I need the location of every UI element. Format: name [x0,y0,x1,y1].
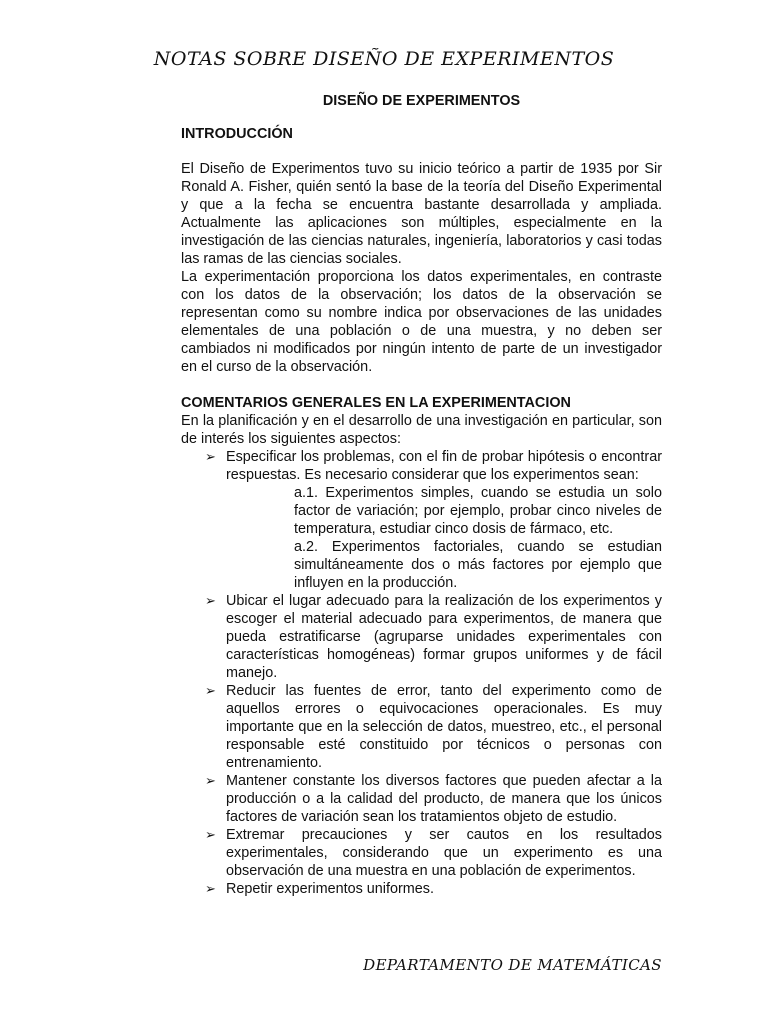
list-item-text: Especificar los problemas, con el fin de probar hipótesis o encontrar respuestas. Es necesario considerar que los experimentos sean: [226,449,662,483]
arrow-bullet-icon: ➢ [205,593,216,608]
list-item [205,682,662,772]
arrow-bullet-icon: ➢ [205,683,216,698]
list-item-text: Mantener constante los diversos factores que pueden afectar a la producción o a la calidad del producto, de manera que los únicos factores de variación sean los tratamientos objeto de estudio. [226,773,662,825]
list-item [205,448,662,592]
sub-item: a.2. Experimentos factoriales, cuando se estudian simultáneamente dos o más factores por ejemplo que influyen en la producción. [294,539,662,591]
intro-paragraph-1: El Diseño de Experimentos tuvo su inicio teórico a partir de 1935 por Sir Ronald A. Fisher, quién sentó la base de la teoría del Diseño Experimental y que a la fecha se encuentra bastante desarrollada y ampliada. Actualmente las aplicaciones son múltiples, especialmente en la investigación de las ciencias naturales, ingeniería, laboratorios y casi todas las ramas de las ciencias sociales. [181,161,662,267]
document-title: DISEÑO DE EXPERIMENTOS [322,93,521,109]
arrow-bullet-icon: ➢ [205,449,216,464]
page-header-title: NOTAS SOBRE DISEÑO DE EXPERIMENTOS [153,48,615,70]
sub-item: a.1. Experimentos simples, cuando se estudia un solo factor de variación; por ejemplo, probar cinco niveles de temperatura, estudiar cinco dosis de fármaco, etc. [294,485,662,537]
aspects-list [181,448,662,898]
page-footer: DEPARTAMENTO DE MATEMÁTICAS [363,956,662,974]
list-item [205,592,662,682]
list-item [205,826,662,880]
list-item [205,880,662,898]
arrow-bullet-icon: ➢ [205,827,216,842]
list-item-text: Extremar precauciones y ser cautos en los resultados experimentales, considerando que un experimento es una observación de una muestra en una población de experimentos. [226,827,662,879]
list-item [205,772,662,826]
document-body [181,92,662,898]
comments-heading: COMENTARIOS GENERALES EN LA EXPERIMENTACION [181,395,571,411]
arrow-bullet-icon: ➢ [205,881,216,896]
list-item-text: Reducir las fuentes de error, tanto del experimento como de aquellos errores o equivocaciones operacionales. Es muy importante que en la selección de datos, muestreo, etc., el personal responsable esté constituido por técnicos o personas con entrenamiento. [226,683,662,771]
introduction-heading: INTRODUCCIÓN [181,126,293,142]
arrow-bullet-icon: ➢ [205,773,216,788]
list-item-text: Ubicar el lugar adecuado para la realización de los experimentos y escoger el material adecuado para experimentos, de manera que pueda estratificarse (agruparse unidades experimentales con características homogéneas) formar grupos uniformes y de fácil manejo. [226,593,662,681]
comments-intro-paragraph: En la planificación y en el desarrollo de una investigación en particular, son de interés los siguientes aspectos: [181,413,662,447]
list-item-text: Repetir experimentos uniformes. [226,881,434,897]
intro-paragraph-2: La experimentación proporciona los datos experimentales, en contraste con los datos de la observación; los datos de la observación se representan como su nombre indica por observaciones de las unidades elementales de una población o de una muestra, y no deben ser cambiados ni modificados por ningún intento de parte de un investigador en el curso de la observación. [181,269,662,375]
